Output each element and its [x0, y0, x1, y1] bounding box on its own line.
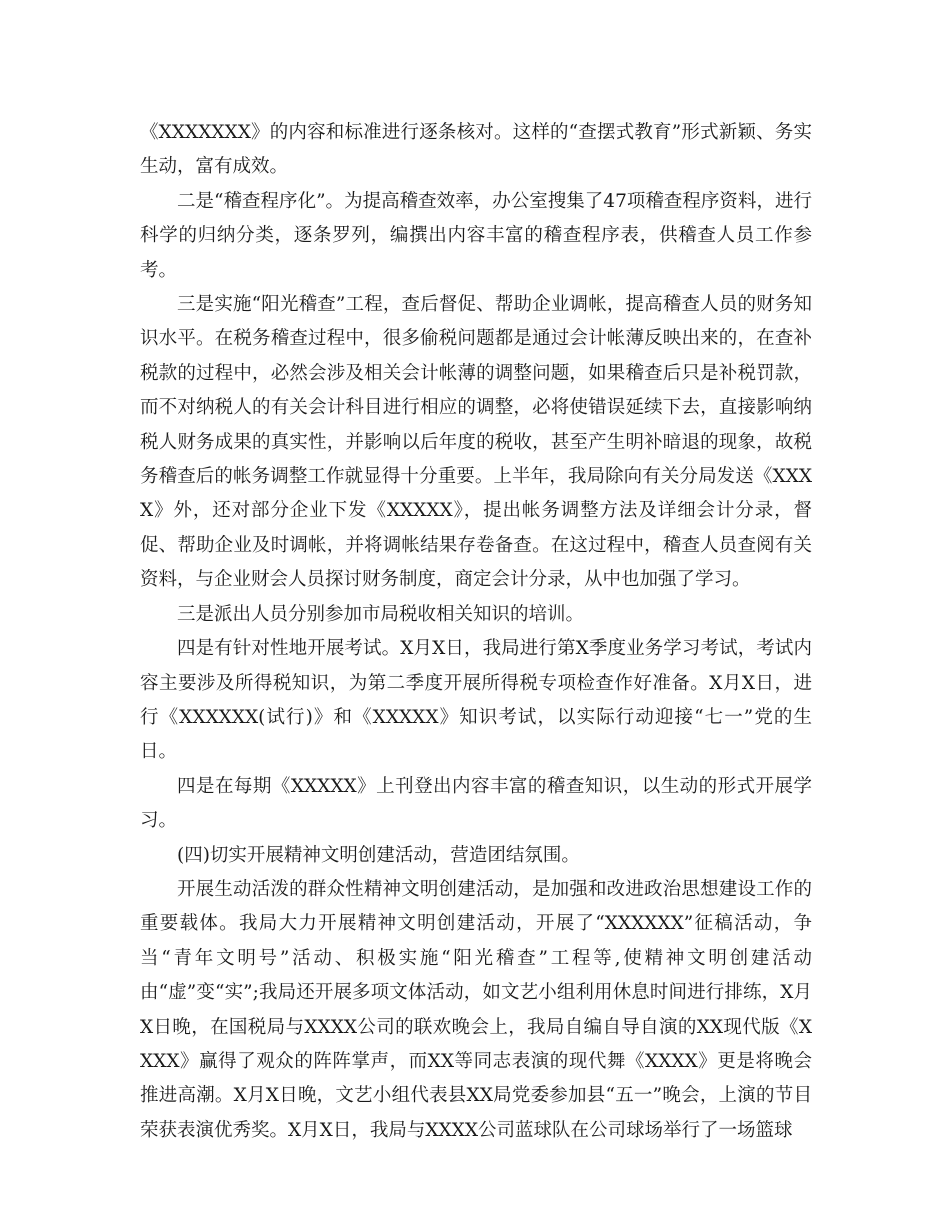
paragraph-publication: 四是在每期《XXXXX》上刊登出内容丰富的稽查知识，以生动的形式开展学习。	[140, 775, 812, 832]
paragraph-continuation: 《XXXXXXX》的内容和标准进行逐条核对。这样的“查摆式教育”形式新颖、务实生动，富有成效。	[140, 122, 812, 178]
paragraph-civilization: 开展生动活泼的群众性精神文明创建活动，是加强和改进政治思想建设工作的重要载体。我局大力开展精神文明创建活动，开展了“XXXXXX”征稿活动，争当“青年文明号”活动、积极实施“阳光稽查”工程等,使精神文明创建活动由“虚”变“实”;我局还开展多项文体活动，如文艺小组利用休息时间进行排练，X月X日晚，在国税局与XXXX公司的联欢晚会上，我局自编自导自演的XX现代版《XXXX》赢得了观众的阵阵掌声，而XX等同志表演的现代舞《XXXX》更是将晚会推进高潮。X月X日晚，文艺小组代表县XX局党委参加县“五一”晚会，上演的节目荣获表演优秀奖。X月X日，我局与XXXX公司蓝球队在公司球场举行了一场篮球	[140, 878, 812, 1141]
paragraph-sunshine-audit: 三是实施“阳光稽查”工程，查后督促、帮助企业调帐，提高稽查人员的财务知识水平。在税务稽查过程中，很多偷税问题都是通过会计帐薄反映出来的，在查补税款的过程中，必然会涉及相关会计帐薄的调整问题，如果稽查后只是补税罚款，而不对纳税人的有关会计科目进行相应的调整，必将使错误延续下去，直接影响纳税人财务成果的真实性，并影响以后年度的税收，甚至产生明补暗退的现象，故税务稽查后的帐务调整工作就显得十分重要。上半年，我局除向有关分局发送《XXXX》外，还对部分企业下发《XXXXX》，提出帐务调整方法及详细会计分录，督促、帮助企业及时调帐，并将调帐结果存卷备查。在这过程中，稽查人员查阅有关资料，与企业财会人员探讨财务制度，商定会计分录，从中也加强了学习。	[140, 294, 812, 591]
paragraph-program: 二是“稽查程序化”。为提高稽查效率，办公室搜集了47项稽查程序资料，进行科学的归纳分类，逐条罗列，编撰出内容丰富的稽查程序表，供稽查人员工作参考。	[140, 190, 812, 281]
paragraph-exams: 四是有针对性地开展考试。X月X日，我局进行第X季度业务学习考试，考试内容主要涉及所得税知识，为第二季度开展所得税专项检查作好准备。X月X日，进行《XXXXXX(试行)》和《XXXXX》知识考试，以实际行动迎接“七一”党的生日。	[140, 638, 812, 763]
section-heading: (四)切实开展精神文明创建活动，营造团结氛围。	[177, 844, 580, 866]
paragraph-training: 三是派出人员分别参加市局税收相关知识的培训。	[177, 603, 585, 625]
document-body	[140, 116, 812, 1148]
